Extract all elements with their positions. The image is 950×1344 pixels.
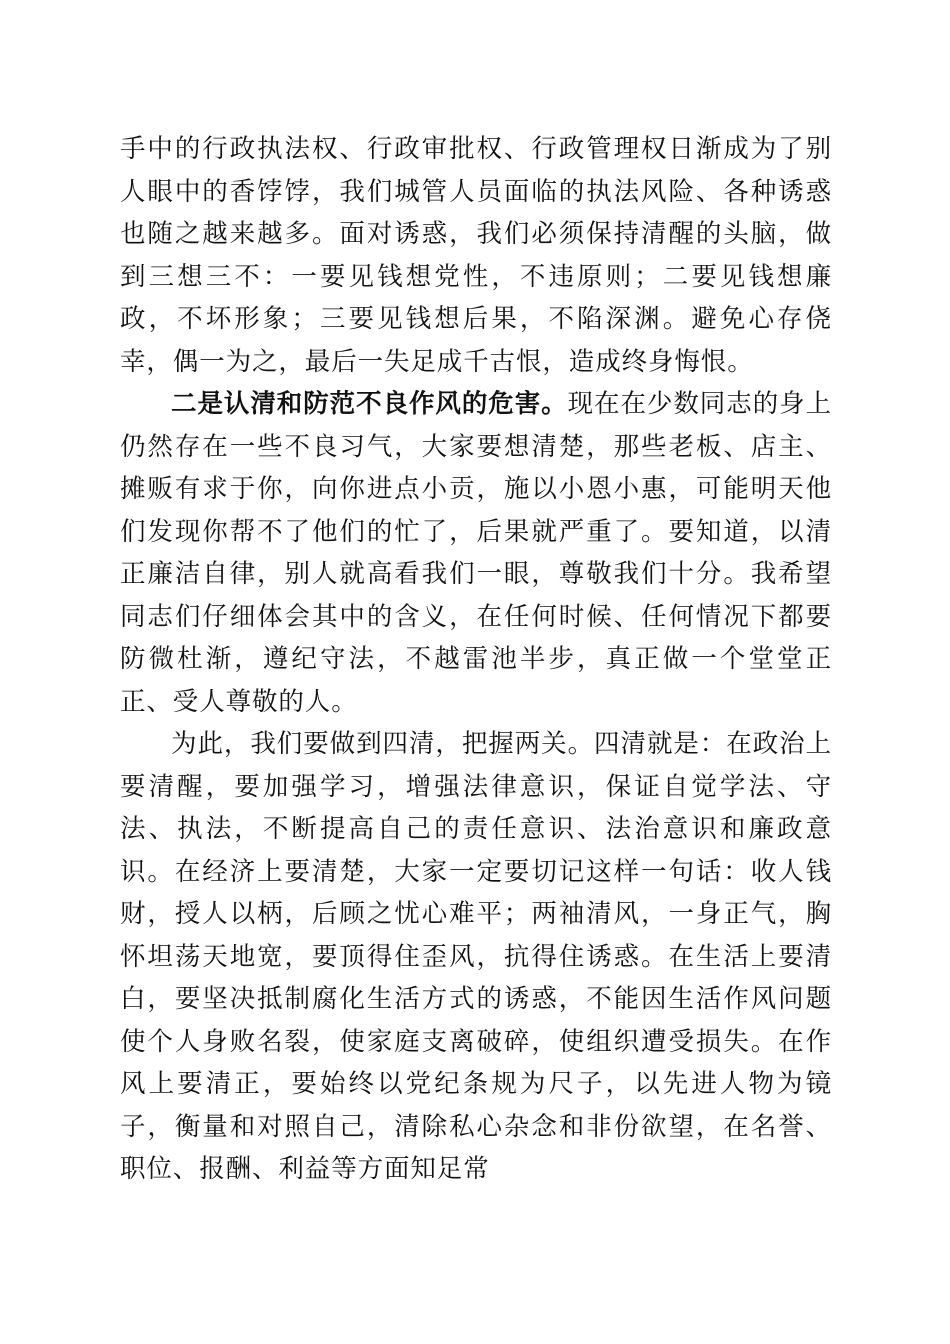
paragraph-2-heading: 二是认清和防范不良作风的危害。 (171, 389, 568, 419)
paragraph-1-text: 手中的行政执法权、行政审批权、行政管理权日渐成为了别人眼中的香饽饽，我们城管人员面临的执法风险、各种诱惑也随之越来越多。面对诱惑，我们必须保持清醒的头脑，做到三想三不：一要见钱想党性，不违原则；二要见钱想廉政，不坏形象；三要见钱想后果，不陷深渊。避免心存侥幸，偶一为之，最后一失足成千古恨，造成终身悔恨。 (120, 134, 832, 377)
paragraph-1 (120, 128, 832, 383)
body-text (120, 128, 832, 1191)
paragraph-2-text: 现在在少数同志的身上仍然存在一些不良习气，大家要想清楚，那些老板、店主、摊贩有求于你，向你进点小贡，施以小恩小惠，可能明天他们发现你帮不了他们的忙了，后果就严重了。要知道，以清正廉洁自律，别人就高看我们一眼，尊敬我们十分。我希望同志们仔细体会其中的含义，在任何时候、任何情况下都要防微杜渐，遵纪守法，不越雷池半步，真正做一个堂堂正正、受人尊敬的人。 (120, 389, 832, 717)
paragraph-3 (120, 723, 832, 1191)
paragraph-3-text: 为此，我们要做到四清，把握两关。四清就是：在政治上要清醒，要加强学习，增强法律意识，保证自觉学法、守法、执法，不断提高自己的责任意识、法治意识和廉政意识。在经济上要清楚，大家一定要切记这样一句话：收人钱财，授人以柄，后顾之忧心难平；两袖清风，一身正气，胸怀坦荡天地宽，要顶得住歪风，抗得住诱惑。在生活上要清白，要坚决抵制腐化生活方式的诱惑，不能因生活作风问题使个人身败名裂，使家庭支离破碎，使组织遭受损失。在作风上要清正，要始终以党纪条规为尺子，以先进人物为镜子，衡量和对照自己，清除私心杂念和非份欲望，在名誉、职位、报酬、利益等方面知足常 (120, 729, 832, 1184)
paragraph-2 (120, 383, 832, 723)
